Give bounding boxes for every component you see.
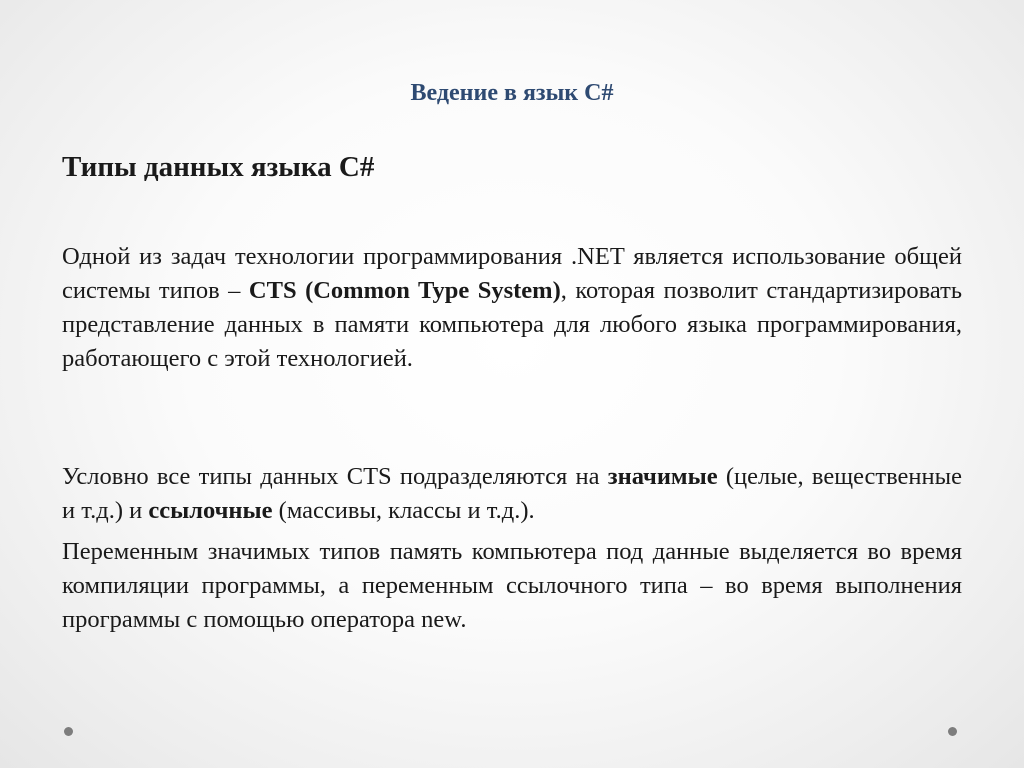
paragraph-text: Одной из задач технологии программирования .NET является использование общей системы типов – [62,243,962,304]
paragraph-text: (целые, вещественные и т.д.) и [62,463,962,524]
paragraph-type-categories [62,460,962,528]
slide-heading: Типы данных языка C# [62,151,375,183]
paragraph-text: Условно все типы данных CTS подразделяются на [62,463,608,490]
cts-term: CTS (Common Type System) [248,277,561,304]
paragraph-text: , которая позволит стандартизировать представление данных в памяти компьютера для любого языка программирования, работающего с этой технологией. [62,277,962,372]
paragraph-memory-allocation: Переменным значимых типов память компьютера под данные выделяется во время компиляции программы, а переменным ссылочного типа – во время выполнения программы с помощью оператора new. [62,538,962,633]
paragraph-text: (массивы, классы и т.д.). [272,497,535,524]
paragraph-cts-intro [62,240,962,376]
decorative-dot-right [948,727,957,736]
value-types-term: значимые [607,463,718,490]
slide-header: Ведение в язык C# [410,80,614,106]
reference-types-term: ссылочные [148,497,273,524]
decorative-dot-left [64,727,73,736]
